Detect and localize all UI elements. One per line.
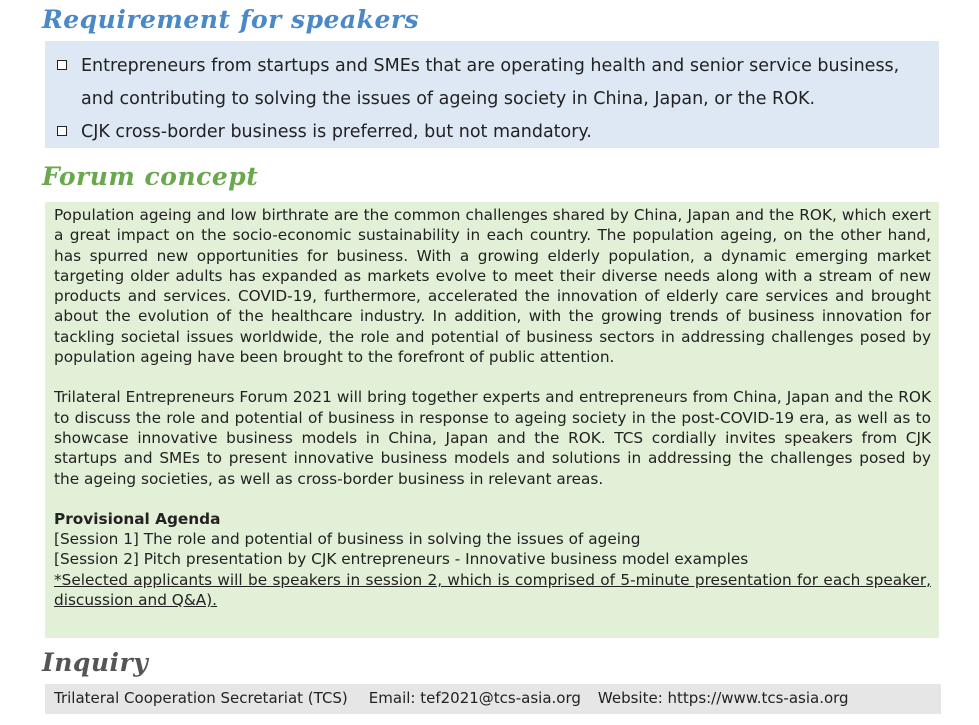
inquiry-org: Trilateral Cooperation Secretariat (TCS) xyxy=(54,689,348,707)
speakers-heading: Requirement for speakers xyxy=(42,5,420,34)
agenda-session-1: [Session 1] The role and potential of business in solving the issues of ageing xyxy=(54,530,641,549)
agenda-note: *Selected applicants will be speakers in session 2, which is comprised of 5-minute presentation for each speaker, discussion and Q&A). xyxy=(54,570,931,610)
checkbox-icon xyxy=(57,126,67,136)
requirement-item xyxy=(57,116,923,149)
inquiry-website[interactable]: Website: https://www.tcs-asia.org xyxy=(597,689,849,707)
requirement-item xyxy=(57,50,923,116)
concept-box xyxy=(45,202,939,638)
requirement-text: Entrepreneurs from startups and SMEs that are operating health and senior service business, and contributing to solving the issues of ageing society in China, Japan, or the ROK. xyxy=(81,56,900,109)
speakers-requirements-box xyxy=(45,41,939,148)
inquiry-email[interactable]: Email: tef2021@tcs-asia.org xyxy=(368,689,581,707)
checkbox-icon xyxy=(57,60,67,70)
concept-paragraph: Trilateral Entrepreneurs Forum 2021 will bring together experts and entrepreneurs from China, Japan and the ROK to discuss the role and potential of business in response to ageing society in the post-COVID-19 era, as well as to showcase innovative business models in China, Japan and the ROK. TCS cordially invites speakers from CJK startups and SMEs to present innovative business models and solutions in addressing the challenges posed by the ageing societies, as well as cross-border business in relevant areas. xyxy=(54,388,931,488)
inquiry-heading: Inquiry xyxy=(42,648,149,677)
requirement-text: CJK cross-border business is preferred, but not mandatory. xyxy=(81,122,592,142)
concept-heading: Forum concept xyxy=(42,162,259,191)
inquiry-box xyxy=(45,684,941,714)
concept-paragraph: Population ageing and low birthrate are the common challenges shared by China, Japan and the ROK, which exert a great impact on the socio-economic sustainability in each country. The population ageing, on the other hand, has spurred new opportunities for business. With a growing elderly population, a dynamic emerging market targeting older adults has expanded as markets evolve to meet their diverse needs along with a stream of new products and services. COVID-19, furthermore, accelerated the innovation of elderly care services and brought about the evolution of the healthcare industry. In addition, with the growing trends of business innovation for tackling societal issues worldwide, the role and potential of business sectors in addressing challenges posed by population ageing have been brought to the forefront of public attention. xyxy=(54,206,931,367)
agenda-session-2: [Session 2] Pitch presentation by CJK entrepreneurs - Innovative business model examples xyxy=(54,550,749,569)
agenda-title: Provisional Agenda xyxy=(54,509,221,528)
